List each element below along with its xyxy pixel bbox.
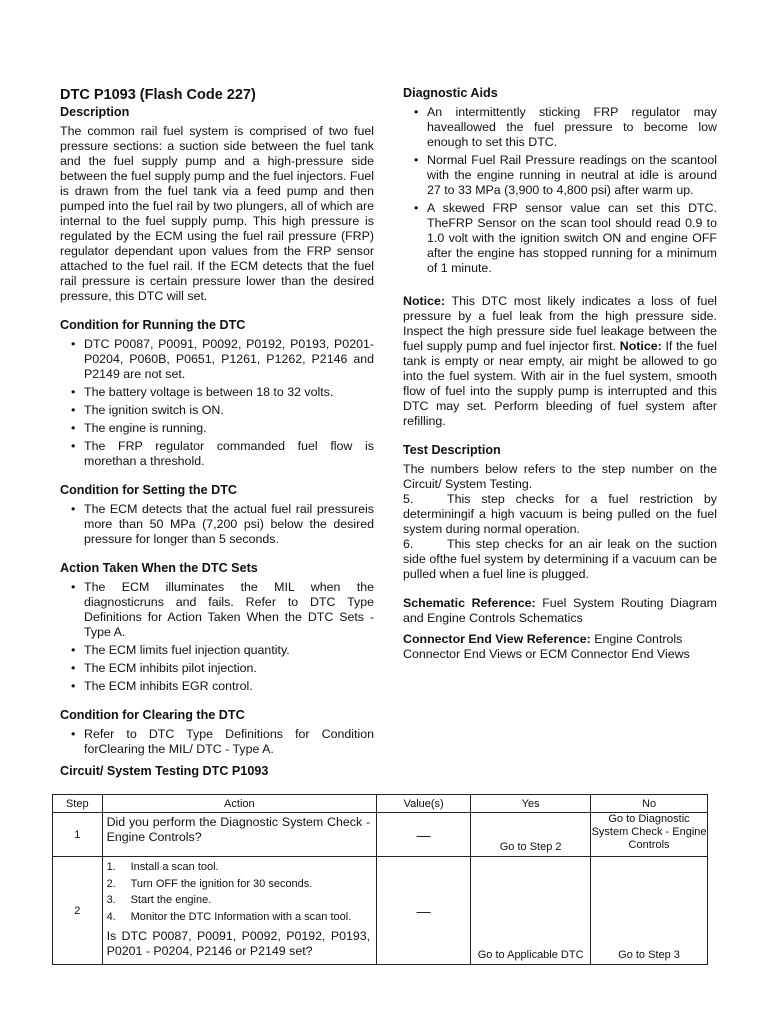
action-cell — [102, 813, 377, 857]
list-item: • A skewed FRP sensor value can set this DTC. TheFRP Sensor on the scan tool should read 0.9 to 1.0 volt with the ignition switch ON and engine OFF after the engine has stopped running for a minimum of 1 minute. — [403, 201, 717, 276]
list-item: • The ECM inhibits EGR control. — [60, 679, 374, 694]
aids-heading: Diagnostic Aids — [403, 86, 498, 100]
setting-heading: Condition for Setting the DTC — [60, 483, 237, 497]
action-cell — [102, 857, 377, 965]
test-step — [403, 537, 717, 582]
header-step: Step — [53, 795, 103, 813]
step-cell: 1 — [53, 813, 103, 857]
list-item: • The ignition switch is ON. — [60, 403, 374, 418]
page-title: DTC P1093 (Flash Code 227) — [60, 87, 256, 103]
setting-list — [60, 502, 374, 547]
list-item: • An intermittently sticking FRP regulator may haveallowed the fuel pressure to become low enough to set this DTC. — [403, 105, 717, 150]
test-step — [403, 492, 717, 537]
step-number: 5. — [403, 492, 414, 506]
notice-section — [403, 294, 717, 429]
connector-text: Engine Controls Connector End Views or ECM Connector End Views — [403, 632, 690, 661]
schematic-text: Fuel System Routing Diagram and Engine Controls Schematics — [403, 596, 717, 625]
yes-cell: Go to Applicable DTC — [471, 857, 591, 965]
substep-list — [107, 859, 371, 925]
list-item: • The ECM illuminates the MIL when the diagnosticruns and fails. Refer to DTC Type Definitions for Action Taken When the DTC Sets - Type A. — [60, 580, 374, 640]
connector-reference — [403, 632, 717, 662]
list-item: 1. Install a scan tool. — [106, 861, 219, 873]
list-item: • The FRP regulator commanded fuel flow is morethan a threshold. — [60, 439, 374, 469]
list-item: • Normal Fuel Rail Pressure readings on the scantool with the engine running in neutral at idle is around 27 to 33 MPa (3,900 to 4,800 psi) after warm up. — [403, 153, 717, 198]
left-column — [60, 86, 374, 771]
connector-label: Connector End View Reference: — [403, 632, 591, 646]
header-yes: Yes — [471, 795, 591, 813]
schematic-label: Schematic Reference: — [403, 596, 536, 610]
list-item: 3. Start the engine. — [106, 894, 212, 906]
table-header-row — [53, 795, 708, 813]
list-item: • Refer to DTC Type Definitions for Condition forClearing the MIL/ DTC - Type A. — [60, 727, 374, 757]
value-cell: — — [377, 857, 471, 965]
right-column — [403, 86, 717, 662]
schematic-reference — [403, 596, 717, 626]
step-number: 6. — [403, 537, 414, 551]
list-item: • The ECM detects that the actual fuel rail pressureis more than 50 MPa (7,200 psi) below the desired pressure for longer than 5 seconds. — [60, 502, 374, 547]
notice-body: This DTC most likely indicates a loss of fuel pressure by a fuel leak from the high pressure side. Inspect the high pressure side fuel leakage between the fuel supply pump and fuel injector first. — [403, 294, 717, 353]
header-no: No — [591, 795, 708, 813]
description-section — [60, 105, 374, 304]
step-text: This step checks for a fuel restriction by determiningif a high vacuum is being pulled on the fuel system during normal operation. — [403, 492, 717, 536]
aids-section — [403, 86, 717, 276]
clearing-list — [60, 727, 374, 757]
table-row — [53, 857, 708, 965]
step-text: This step checks for an air leak on the suction side ofthe fuel system by determining if a vacuum can be pulled when a fuel line is plugged. — [403, 537, 717, 581]
testing-table — [52, 794, 708, 965]
table-row — [53, 813, 708, 857]
step-cell: 2 — [53, 857, 103, 965]
value-cell: — — [377, 813, 471, 857]
test-intro: The numbers below refers to the step number on the Circuit/ System Testing. — [403, 462, 717, 491]
notice-label: Notice: — [619, 339, 662, 353]
question-text: Is DTC P0087, P0091, P0092, P0192, P0193, P0201 - P0204, P2146 or P2149 set? — [106, 929, 371, 958]
yes-cell: Go to Step 2 — [471, 813, 591, 857]
no-cell: Go to Diagnostic System Check - Engine Controls — [591, 813, 708, 857]
list-item: • The ECM inhibits pilot injection. — [60, 661, 374, 676]
setting-section — [60, 483, 374, 547]
action-section — [60, 561, 374, 694]
header-values: Value(s) — [377, 795, 471, 813]
list-item: 4. Monitor the DTC Information with a scan tool. — [106, 910, 352, 923]
running-section — [60, 318, 374, 469]
list-item: • The ECM limits fuel injection quantity. — [60, 643, 374, 658]
running-list — [60, 337, 374, 469]
description-heading: Description — [60, 105, 130, 119]
table-title: Circuit/ System Testing DTC P1093 — [60, 764, 269, 778]
test-section — [403, 443, 717, 582]
list-item: 2. Turn OFF the ignition for 30 seconds. — [106, 877, 313, 890]
clearing-heading: Condition for Clearing the DTC — [60, 708, 245, 722]
list-item: • The engine is running. — [60, 421, 374, 436]
notice-text — [403, 294, 717, 429]
description-text: The common rail fuel system is comprised of two fuel pressure sections: a suction side between the fuel tank and the fuel supply pump and a high-pressure side between the fuel supply pump and the fuel injectors. Fuel is drawn from the fuel tank via a feed pump and then pumped into the fuel rail by two plungers, all of which are internal to the fuel supply pump. This high pressure is regulated by the ECM using the fuel rail pressure (FRP) regulator dependant upon values from the FRP sensor attached to the fuel rail. If the ECM detects that the fuel rail pressure is certain pressure lower than the desired pressure, this DTC will set. — [60, 124, 374, 303]
clearing-section — [60, 708, 374, 757]
header-action: Action — [102, 795, 377, 813]
no-cell: Go to Step 3 — [591, 857, 708, 965]
notice-label: Notice: — [403, 294, 445, 308]
list-item: • DTC P0087, P0091, P0092, P0192, P0193, P0201- P0204, P060B, P0651, P1261, P1262, P2146 and P2149 are not set. — [60, 337, 374, 382]
action-heading: Action Taken When the DTC Sets — [60, 561, 258, 575]
aids-list — [403, 105, 717, 276]
running-heading: Condition for Running the DTC — [60, 318, 246, 332]
question-text: Did you perform the Diagnostic System Check - Engine Controls? — [106, 815, 371, 844]
action-list — [60, 580, 374, 694]
notice-body: If the fuel tank is empty or near empty, air might be allowed to go into the fuel system. With air in the fuel system, smooth flow of fuel into the supply pump is interrupted and this DTC may set. Perform bleeding of fuel system after refilling. — [403, 339, 717, 428]
test-heading: Test Description — [403, 443, 501, 457]
list-item: • The battery voltage is between 18 to 32 volts. — [60, 385, 374, 400]
